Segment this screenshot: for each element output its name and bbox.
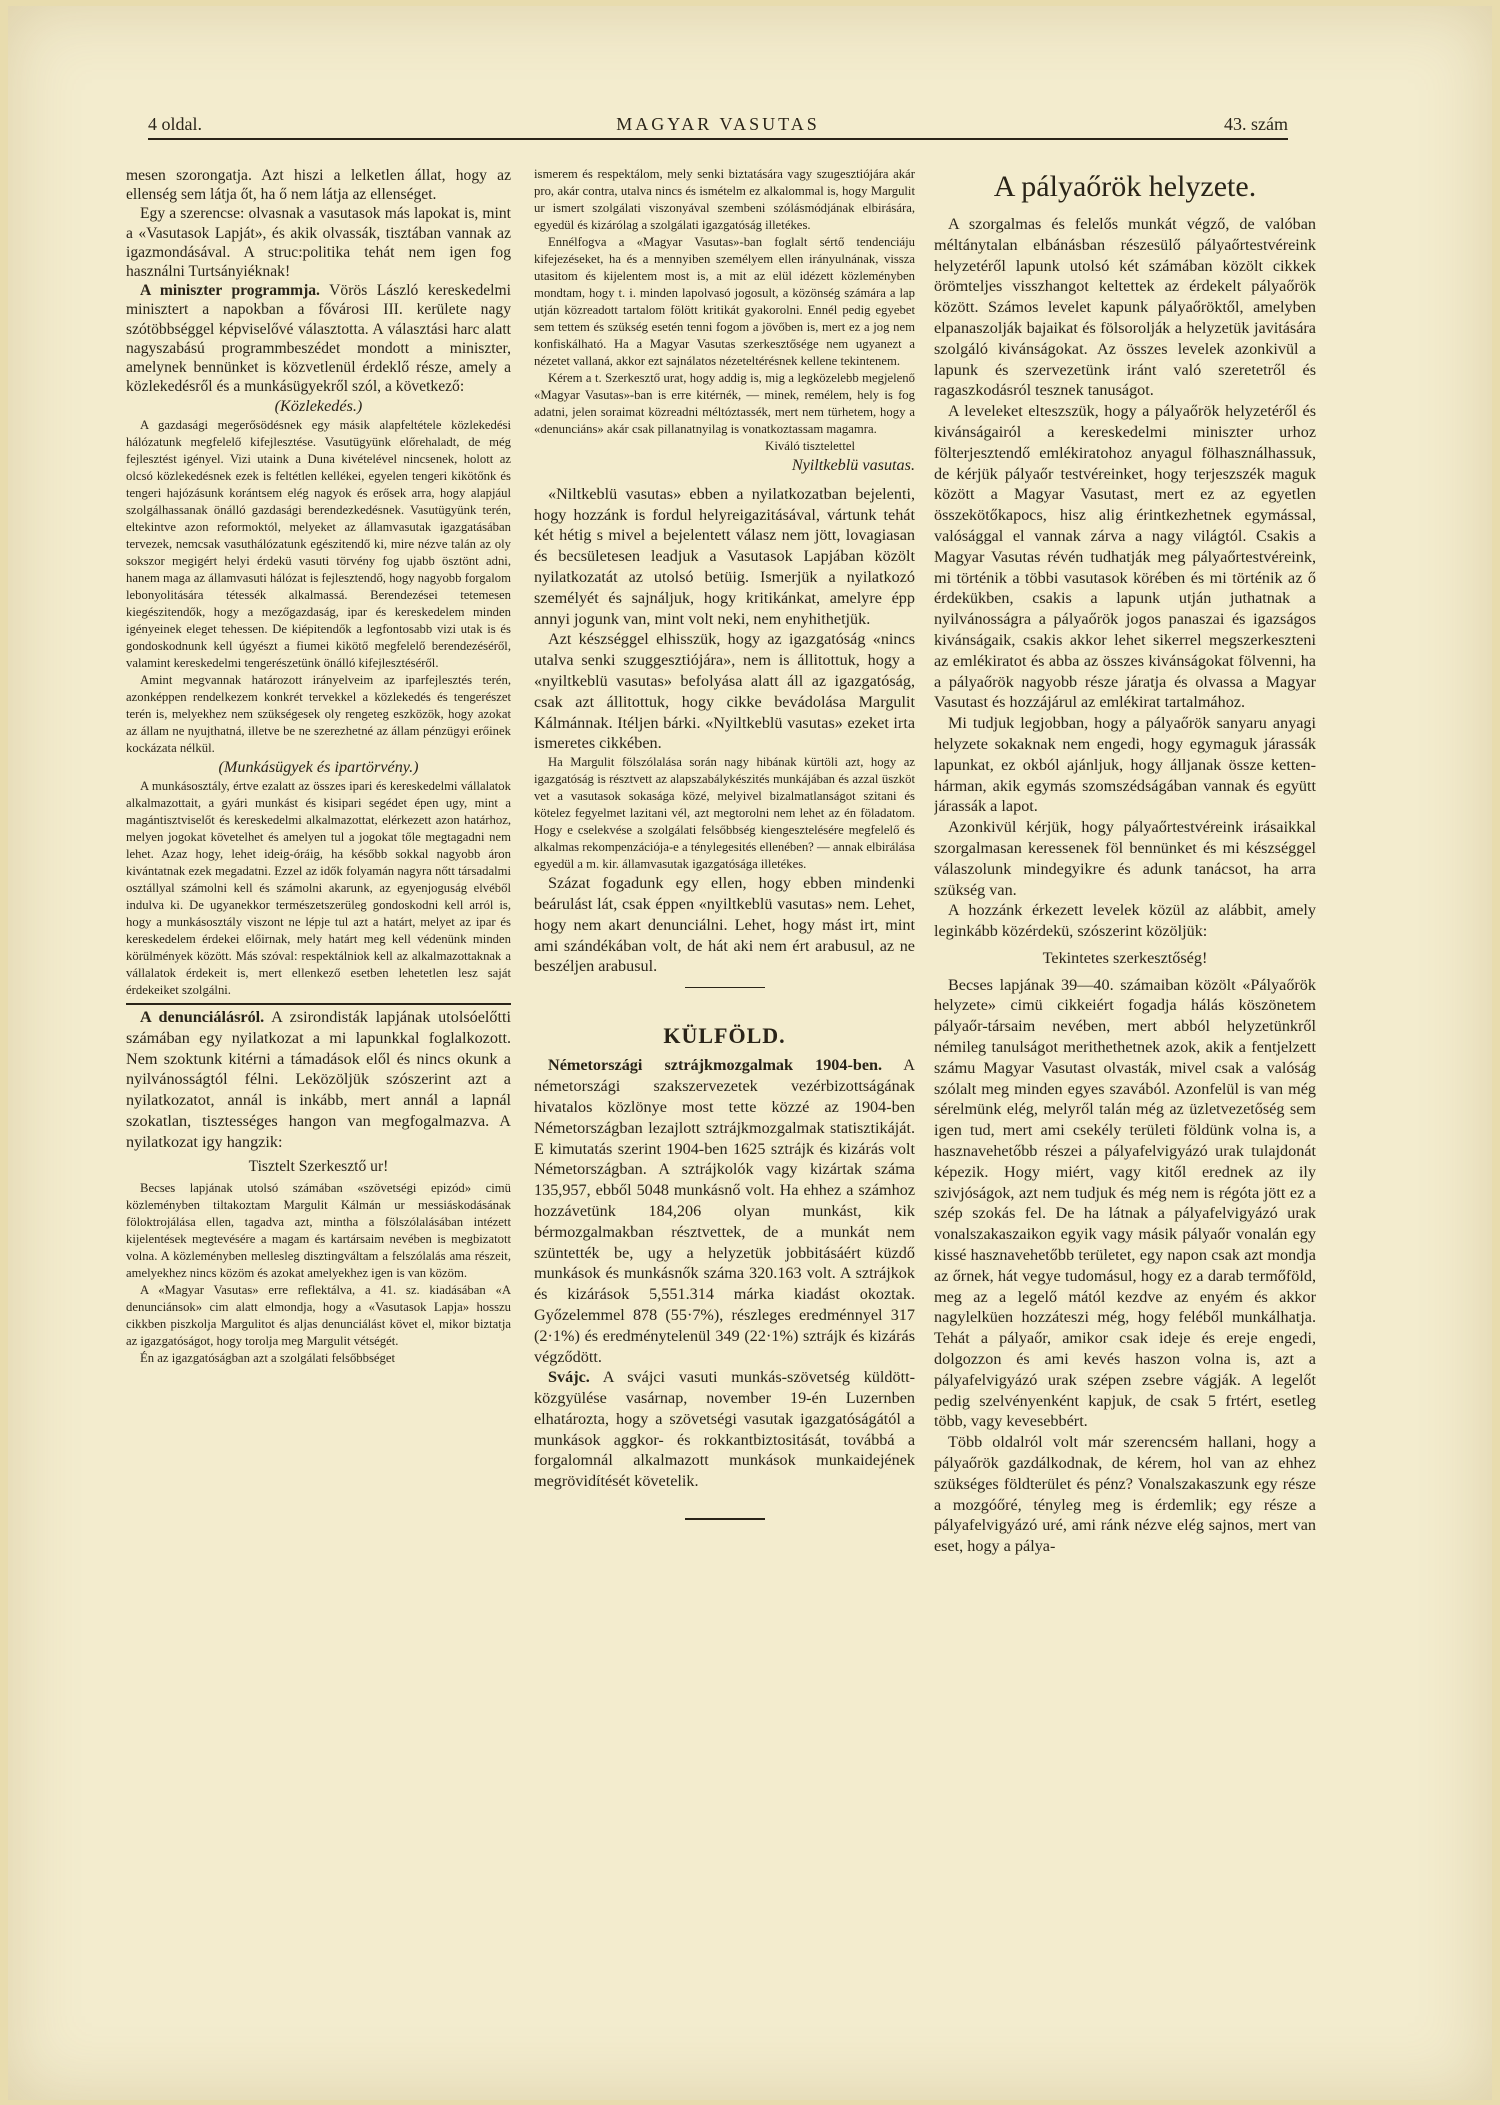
- quote-paragraph: Ha Margulit fölszólalása során nagy hibának kürtöli azt, hogy az igazgatóság is résztvett az alapszabálykészités munkájában és azzal üszköt vet a vasutasok sokasága közé, melyivel bizalmatlanságot szitani és kötelez fegyelmet lazitani vél, azt megtorolni nem lehet az én föladatom. Hogy e cselekvése a szolgálati felsőbbség kiengesztelésére megfelelő és alkalmas rekompenzációja-e a ténylegesités ellenében? — annak elbirálása egyedül a m. kir. államvasutak igazgatósága illetékes.: [534, 755, 915, 872]
- quote-paragraph: A gazdasági megerősödésnek egy másik alapfeltétele közlekedési hálózatunk megfelelő kifejlesztése. Vasutügyünk előrehaladt, de még fejlesztést igényel. Vizi utaink a Duna kivételével nincsenek, holott az olcsó közlekedésnek ezek is feltétlen kellékei, egyelen tengeri kikötőnk és tengeri hajózásunk korántsem elég nagyok és erősek arra, hogy alapjául szolgálhassanak önálló gazdasági berendezkedésnek. Vasutügyünk terén, eltekintve azon reformoktól, melyeket az államvasutak igazgatásában tervezek, nemcsak vasuthálózatunk egészitendő ki, mire nézve talán az oly sokszor megigért helyi érdekü vasuti törvény fog ujabb ösztönt adni, hanem maga az államvasuti hálózat is fejlesztendő, hogy nagyobb forgalom lebonyolitására tétessék alkalmassá. Berendezései tetemesen kiegészitendők, hogy a mezőgazdaság, ipar és kereskedelem minden igényeinek eleget tehessen. De kiépitendők a legfontosabb vizi utak is és gondoskodnunk kell úgyészt a fiumei kikötő megfelelő berendezéséről, valamint kereskedelmi tengerészetünk önálló kifejlesztéséről.: [126, 418, 511, 671]
- issue-number: 43. szám: [1224, 114, 1288, 134]
- paragraph: A németországi szakszervezetek vezérbizottságának hivatalos közlönye most tette közzé az 1904-ben Németországban lezajlott sztrájkmozgalmak statisztikáját. E kimutatás szerint 1904-ben 1625 sztrájk és kizárás volt Németországban. A sztrájkolók vagy kizártak száma 135,957, ebből 5048 munkásnő volt. Ha ehhez a számhoz hozzávetünk 184,206 olyan munkást, kik bérmozgalmakban résztvettek, de a munkát nem szüntették be, ugy a helyzetük jobbitásáért küzdő munkások és munkásnők száma 320.163 volt. A sztrájkok és kizárások 5,551.314 márka kiadást okoztak. Győzelemmel 878 (55·7%), részleges eredménnyel 317 (2·1%) és eredménytelenül 349 (22·1%) sztrájk és kizárás végződött.: [534, 1056, 915, 1366]
- end-divider: [685, 1518, 765, 1520]
- letter-closing: Kiváló tisztelettel: [765, 439, 855, 453]
- paragraph: Egy a szerencse: olvasnak a vasutasok más lapokat is, mint a «Vasutasok Lapját», és akik olvassák, tisztában vannak az igazmondásával. A struc:politika tehát nem igen fog használni Turtsányiéknak!: [126, 205, 511, 281]
- column-middle: [534, 166, 915, 2056]
- subheading-munkasugyek: (Munkásügyek és ipartörvény.): [218, 758, 419, 777]
- letter-paragraph: A «Magyar Vasutas» erre reflektálva, a 41. sz. kiadásában «A denunciánsok» cim alatt elmondja, hogy a «Vasutasok Lapja» hosszu cikkben piszkolja Margulitot és aljas denunciálást követ el, mikor biztatja az igazgatóságot, hogy torolja meg Margulit vétségét.: [126, 1282, 511, 1348]
- letter-paragraph: Ennélfogva a «Magyar Vasutas»-ban foglalt sértő tendenciáju kifejezéseket, ha és a mennyiben személyem ellen irányulnának, vissza utasitom és kijelentem most is, a mit az elül idézett közleményben mondtam, hogy t. i. minden lapolvasó jogosult, a közönség számára a lap utján közreadott tartalom fölött kritikát gyakorolni. Ennél pedig egyebet sem tettem és szükség esetén tenni fogom a jövőben is, mert ez a jog nem konfiskálható. Ha a Magyar Vasutas szerkesztősége nem ugyanezt a nézetet vallaná, akkor ezt sajnálatos nézeteltérésnek kellene tekintenem.: [534, 235, 915, 368]
- section-heading-minister: A miniszter programmja.: [140, 282, 320, 300]
- salutation: Tisztelt Szerkesztő ur!: [248, 1157, 389, 1175]
- article-title: A pályaőrök helyzete.: [993, 170, 1257, 203]
- column-left: [126, 166, 511, 2056]
- paragraph: Azt készséggel elhisszük, hogy az igazgatóság «nincs utalva senki szuggesztiójára», nem is állitottuk, hogy a «nyiltkeblü vasutas» befolyása alatt áll az igazgatóság, csak azt állitottuk, hogy cikke bevádolása Margulit Kálmánnak. Itéljen bárki. «Nyiltkeblü vasutas» ezeket irta ismeretes cikkében.: [534, 630, 915, 753]
- column-right: [934, 166, 1316, 2056]
- divider: [126, 1003, 511, 1005]
- paragraph: Százat fogadunk egy ellen, hogy ebben mindenki beárulást lát, csak éppen «nyiltkeblü vasutas» nem. Lehet, hogy nem akart denunciálni. Lehet, hogy mást irt, mint ami szándékában volt, de hát aki nem ért arabusul, az ne beszéljen arabusul.: [534, 874, 915, 976]
- page-header: [148, 114, 1288, 140]
- page-number: 4 oldal.: [148, 114, 202, 134]
- masthead-title: MAGYAR VASUTAS: [616, 114, 820, 134]
- paragraph: mesen szorongatja. Azt hiszi a lelketlen állat, hogy az ellenség sem látja őt, ha ő nem látja az ellenséget.: [126, 167, 511, 204]
- paragraph: «Niltkeblü vasutas» ebben a nyilatkozatban bejelenti, hogy hozzánk is fordul helyreigazitásával, vártunk tehát két hétig s mivel a bejelentett válasz nem jött, lovagiasan és becsületesen leadjuk a Vasutasok Lapjában közölt nyilatkozatát az utolsó betüig. Ismerjük a nyilatkozó személyét és sajnáljuk, hogy kritikánkat, amelyre épp annyi jogunk van, mint volt neki, nem enyhithetjük.: [534, 484, 915, 628]
- letter-paragraph: ismerem és respektálom, mely senki biztatására vagy szugesztiójára akár pro, akár contra, utalva nincs és ismételm ez alkalommal is, hogy Margulit ur ismert szolgálati viszonyával szembeni szólásmódjának elbirására, egyedül és kizárólag a szolgálati igazgatóság illetékes.: [534, 167, 915, 232]
- article-heading-svajc: Svájc.: [548, 1368, 590, 1387]
- paragraph: A leveleket elteszszük, hogy a pályaőrök helyzetéről és kivánságairól a kereskedelmi miniszter urhoz fölterjesztendő emlékiratohoz anyagul fölhasználhassuk, de kérjük pályaőr testvéreinket, hogy terjeszszék maguk között a Magyar Vasutast, mert ez az egyetlen összekötőkapocs, hisz alig érintkezhetnek egymással, valósággal el vannak zárva a nagy világtól. Csakis a Magyar Vasutas révén tudhatják meg pályaőrtestvéreink, mi történik a többi vasutasok körében és mi történik az ő érdekükben, csakis a lapunk utján juthatnak a nyilvánosságra a pályaőrök jogos panaszai és igazságos kivánságaik, csakis akkor lehet sikerrel megszerkeszteni az emlékiratot és abba az összes kivánságokat fölvenni, ha a pályaőrök nagyobb része járatja és olvassa a Magyar Vasutast és hozzájárul az emlékirat tartalmához.: [934, 402, 1316, 712]
- letter-paragraph: Én az igazgatóságban azt a szolgálati felsőbbséget: [140, 1350, 396, 1365]
- paragraph: A zsirondisták lapjának utolsóelőtti számában egy nyilatkozat a mi lapunkkal foglalkozott. Nem szoktunk kitérni a támadások elől és nincs okunk a nyilvánosságtól félni. Leközöljük szószerint azt a nyilatkozatot, annál is inkább, mert annál a lapnál szokatlan, tisztességes hangon van megfogalmazva. A nyilatkozat igy hangzik:: [126, 1008, 511, 1151]
- subheading-kozlekedes: (Közlekedés.): [274, 397, 363, 416]
- article-heading-nemet: Németországi sztrájkmozgalmak 1904-ben.: [548, 1056, 883, 1075]
- letter-paragraph: Becses lapjának 39—40. számaiban közölt «Pályaőrök helyzete» cimü cikkeiért fogadja hálás köszönetem pályaőr-társaim nevében, mert abból helyzetünkről némileg tanulságot merithethetnek azok, akik a fentjelzett számu Magyar Vasutast olvasták, mivel csak a valóság szólalt meg minden egyes szavából. Azonfelül is van még sérelmünk elég, melyről talán még az üzletvezetőség sem igen tud, mert ami csekély területi földünk volna is, a hasznavehetőbb részei a pályafelvigyázó urak tulajdonát képezik. Hogy miért, vagy kitől erednek az ily szivjóságok, azt nem tudjuk és még nem is régóta jött ez a szép szokás fel. De ha látnak a pályafelvigyázó urak vonalszakaszaikon egyik vagy másik pályaőr vonalán egy kissé hasznavehetőbb területet, egy napon csak azt mondja az őrnek, hát vegye tudomásul, hogy ez a darab termőföld, meg az a legelő mától kezdve az enyém és akkor nagylelküen hozzáteszi még, hogy feléből munkálhatja. Tehát a pályaőr, amikor csak ideje és ereje engedi, dolgozzon és ami kevés haszon volna is, azt a pályafelvigyázó urak szépen zsebre vágják. A legelőt pedig szelvényenként kapjuk, de csak 5 frtért, esetleg több, vagy kevesebbért.: [934, 975, 1316, 1431]
- paragraph: Mi tudjuk legjobban, hogy a pályaőrök sanyaru anyagi helyzete sokaknak nem engedi, hogy egymaguk járassák lapunkat, ez okból ajánljuk, hogy álljanak össze ketten-hárman, akik egymás szomszédságában vannak és együtt járassák a lapot.: [934, 714, 1316, 816]
- section-heading-kulfold: KÜLFÖLD.: [663, 1023, 786, 1049]
- paragraph: Vörös László kereskedelmi minisztert a napokban a fővárosi III. kerülete nagy szótöbbséggel képviselővé választotta. A választási harc alatt nagyszabású programmbeszédet mondott a miniszter, amelynek bennünket is közvetlenül érdeklő része, amely a közlekedésről és a munkásügyekről szól, a következő:: [126, 282, 511, 396]
- section-heading-denunc: A denunciálásról.: [140, 1008, 265, 1027]
- divider: [685, 987, 765, 988]
- paragraph: Azonkivül kérjük, hogy pályaőrtestvéreink irásaikkal szorgalmasan keressenek föl bennünket és mi készséggel válaszolunk mindegyikre és adunk tanácsot, ha arra szükség van.: [934, 818, 1316, 899]
- letter-paragraph: Kérem a t. Szerkesztő urat, hogy addig is, mig a legközelebb megjelenő «Magyar Vasutas»-ban is erre kitérnék, — minek, remélem, hely is fog adatni, jelen soraimat közreadni méltóztassék, mert nem türhetem, hogy a «denunciáns» akár csak pillanatnyilag is vonatkoztassam magamra.: [534, 371, 915, 436]
- paragraph: A svájci vasuti munkás-szövetség küldött-közgyülése vasárnap, november 19-én Luzernben elhatározta, hogy a szövetségi vasutak igazgatóságától a munkások aggkor- és rokkantbiztositását, továbbá a forgalomnál alkalmazott munkások munkaidejének megrövidítését követelik.: [534, 1368, 915, 1491]
- letter-paragraph: Becses lapjának utolsó számában «szövetségi epizód» cimü közleményben tiltakoztam Margulit Kálmán ur messiáskodásának föloktrojálása ellen, tagadva azt, mintha a fölszólalásában intézett kijelentések megtevésére a magam és kartársaim nevében is megbizatott volna. A közleményben mellesleg disztingváltam a felszólalás ama részeit, amelyekhez nincs közöm és azokat amelyekhez igen is van közöm.: [126, 1180, 511, 1280]
- paragraph: A hozzánk érkezett levelek közül az alábbit, amely leginkább közérdekü, szószerint közöljük:: [934, 901, 1316, 941]
- quote-paragraph: Amint megvannak határozott irányelveim az iparfejlesztés terén, azonképpen rendelkezem konkrét tervekkel a közlekedés és tengerészet terén is, melyekhez nem szükségesek oly rengeteg eszközök, hogy azokat az állam ne nyujthatná, illetve be ne szerezhetné az állam pénzügyi erőinek kockázata nélkül.: [126, 673, 511, 756]
- letter-paragraph: Több oldalról volt már szerencsém hallani, hogy a pályaőrök gazdálkodnak, de kérem, hol van az ehhez szükséges földterület és pénz? Vonalszakaszunk egy része a mozgóőré, tényleg meg is érdemlik; egy része a pályafelvigyázó uré, ami ránk nézve elég sajnos, mert van eset, hogy a pálya-: [934, 1433, 1316, 1556]
- newspaper-page: [8, 6, 1492, 2100]
- quote-paragraph: A munkásosztály, értve ezalatt az összes ipari és kereskedelmi vállalatok alkalmazottait, a gyári munkást és kisipari segédet épen ugy, mint a magántisztviselőt és kereskedelmi alkalmazottat, elérkezett azon határhoz, melyen jogokat követelhet és amelyen tul a jogokat tőle megtagadni nem lehet. Azaz hogy, lehet ideig-óráig, ha később sokkal nagyobb áron kivántatnak ezek megadatni. Ezzel az idők folyamán nagyra nőtt társadalmi osztállyal számolni kell és számolni akarunk, az egyenjoguság elvéből indulva ki. De ugyanekkor természetszerüleg gondoskodni kell arról is, hogy a munkásosztály viszont ne lépje tul azt a határt, melyet az ipar és kereskedelem érdekei előirnak, mely határt meg kell védenünk minden körülmények között. Más szóval: respektálniok kell az alkalmazottaknak a vállalatok érdekeit is, mert ellenkező esetben lehetetlen lesz saját érdekeiket szolgálni.: [126, 779, 511, 998]
- letter-signature: Nyiltkeblü vasutas.: [791, 456, 915, 474]
- paragraph: A szorgalmas és felelős munkát végző, de valóban méltánytalan elbánásban részesülő pályaőrtestvéreink helyzetéről lapunk utolsó két számában közölt cikkek örömteljes visszhangot keltettek az érdekelt pályaőrök között. Számos levelet kapunk pályaőröktől, amelyben elpanaszolják bajaikat és fölsorolják a helyzetük javitására szolgáló kivánságokat. Az összes levelek azonkivül a lapunk és szervezetünk iránt való szeretetről és ragaszkodásról tesznek tanuságot.: [934, 215, 1316, 400]
- salutation: Tekintetes szerkesztőség!: [1042, 948, 1208, 967]
